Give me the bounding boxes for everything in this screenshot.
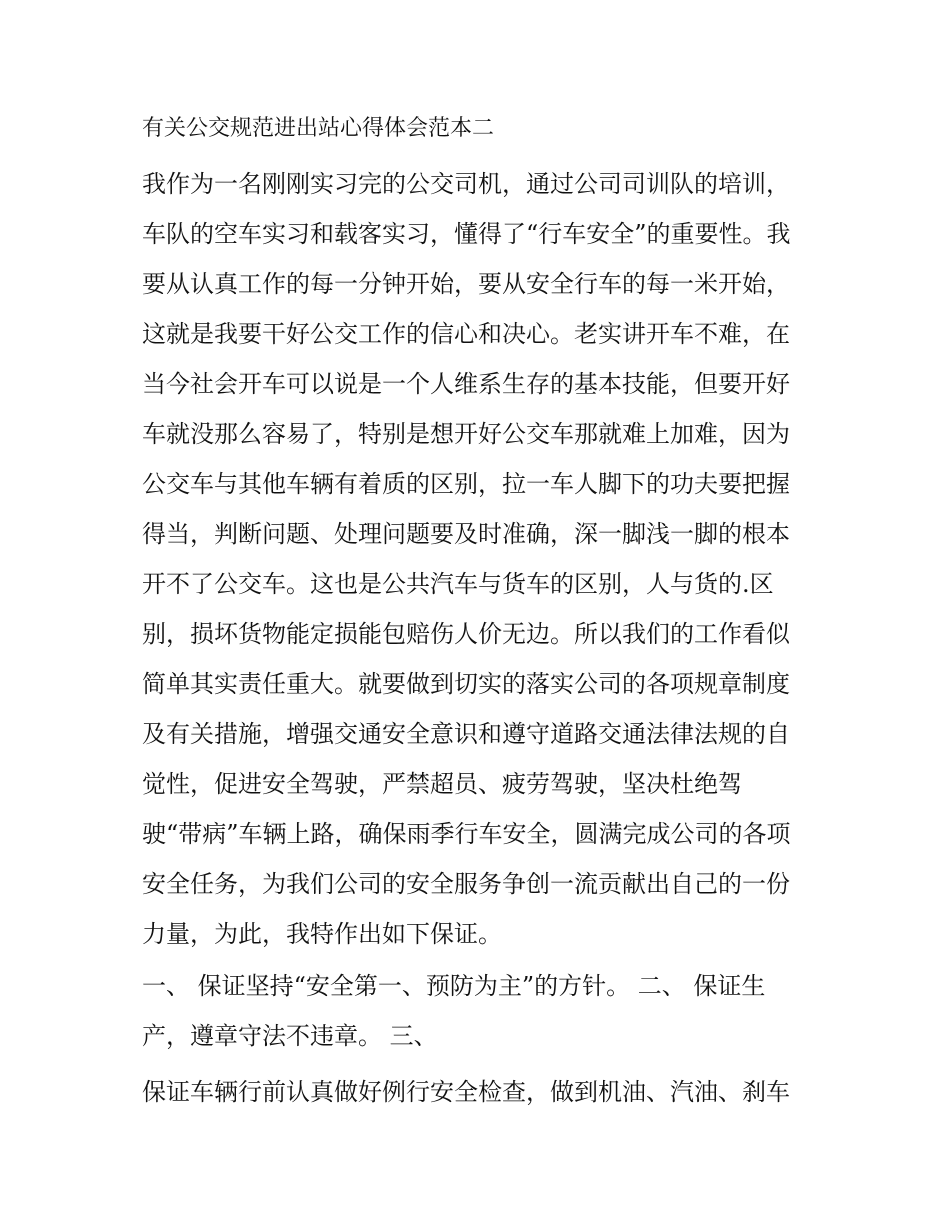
paragraph-line: 安全任务，为我们公司的安全服务争创一流贡献出自己的一份 <box>142 870 790 898</box>
paragraph-line: 我作为一名刚刚实习完的公交司机，通过公司司训队的培训， <box>142 170 790 198</box>
paragraph-line: 及有关措施，增强交通安全意识和遵守道路交通法律法规的自 <box>142 720 790 748</box>
paragraph-line: 开不了公交车。这也是公共汽车与货车的区别，人与货的.区 <box>142 570 774 598</box>
paragraph-line: 公交车与其他车辆有着质的区别，拉一车人脚下的功夫要把握 <box>142 470 790 498</box>
paragraph-line: 这就是我要干好公交工作的信心和决心。老实讲开车不难，在 <box>142 320 790 348</box>
paragraph-line: 简单其实责任重大。就要做到切实的落实公司的各项规章制度 <box>142 670 790 698</box>
paragraph-line: 当今社会开车可以说是一个人维系生存的基本技能，但要开好 <box>142 370 790 398</box>
paragraph-line: 别，损坏货物能定损能包赔伤人价无边。所以我们的工作看似 <box>142 620 790 648</box>
paragraph-line: 保证车辆行前认真做好例行安全检查，做到机油、汽油、刹车 <box>142 1078 790 1106</box>
paragraph-line: 觉性，促进安全驾驶，严禁超员、疲劳驾驶，坚决杜绝驾 <box>142 770 742 798</box>
paragraph-line: 一、 保证坚持“安全第一、预防为主”的方针。 二、 保证生 <box>142 972 766 1000</box>
paragraph-line: 力量，为此，我特作出如下保证。 <box>142 920 502 948</box>
document-title: 有关公交规范进出站心得体会范本二 <box>142 116 495 141</box>
paragraph-line: 得当，判断问题、处理问题要及时准确，深一脚浅一脚的根本 <box>142 520 790 548</box>
paragraph-line: 驶“带病”车辆上路，确保雨季行车安全，圆满完成公司的各项 <box>142 820 791 848</box>
paragraph-line: 要从认真工作的每一分钟开始，要从安全行车的每一米开始， <box>142 270 790 298</box>
paragraph-line: 产，遵章守法不违章。 三、 <box>142 1022 438 1050</box>
paragraph-line: 车队的空车实习和载客实习，懂得了“行车安全”的重要性。我 <box>142 220 791 248</box>
paragraph-line: 车就没那么容易了，特别是想开好公交车那就难上加难，因为 <box>142 420 790 448</box>
